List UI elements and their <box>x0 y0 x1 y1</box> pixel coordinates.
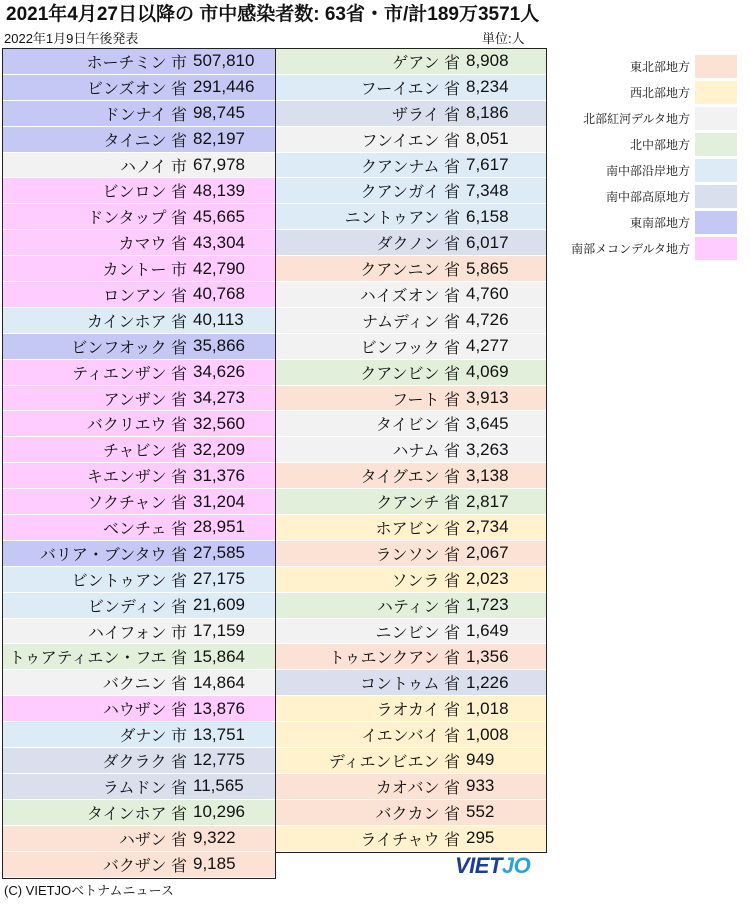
province-name: トゥアティエン・フエ 省 <box>9 650 187 668</box>
table-row <box>3 541 275 567</box>
table-row <box>276 619 546 645</box>
province-name: バクリエウ 省 <box>86 417 187 435</box>
province-name: タイニン 省 <box>103 132 187 150</box>
province-name: ビンズオン 省 <box>87 80 187 98</box>
province-name: キエンザン 省 <box>86 469 187 487</box>
province-name: フート 省 <box>392 391 460 409</box>
case-count: 43,304 <box>193 232 245 252</box>
table-row <box>3 593 275 619</box>
table-row <box>3 748 275 774</box>
province-name: ベンチェ 省 <box>103 520 187 538</box>
case-count: 2,067 <box>466 543 509 563</box>
case-count: 98,745 <box>193 103 245 123</box>
province-name: ティエンザン 省 <box>72 365 187 383</box>
province-name: ラオカイ 省 <box>376 702 460 720</box>
vietjo-logo <box>455 853 530 879</box>
case-count: 291,446 <box>193 77 255 97</box>
table-row <box>3 411 275 437</box>
table-row <box>276 49 546 75</box>
table-row <box>276 153 546 179</box>
province-name: バクザン 省 <box>102 857 187 875</box>
province-name: ダナン 市 <box>119 728 187 746</box>
table-row <box>276 515 546 541</box>
table-row <box>276 463 546 489</box>
legend-swatch <box>695 185 737 208</box>
case-count: 12,775 <box>193 750 245 770</box>
case-count: 9,322 <box>193 828 236 848</box>
province-name: ライチャウ 省 <box>360 831 460 849</box>
case-count: 31,376 <box>193 465 245 485</box>
case-count: 2,734 <box>466 517 509 537</box>
table-row <box>276 644 546 670</box>
case-count: 3,645 <box>466 413 509 433</box>
legend-item <box>548 53 748 79</box>
province-name: ビントゥアン 省 <box>71 572 187 590</box>
table-row <box>3 386 275 412</box>
table-row <box>276 230 546 256</box>
case-count: 32,209 <box>193 439 245 459</box>
table-row <box>276 489 546 515</box>
copyright-text: (C) VIETJOベトナムニュース <box>4 883 174 898</box>
case-count: 27,175 <box>193 569 245 589</box>
case-count: 40,113 <box>193 310 244 330</box>
province-name: ビンロン 省 <box>102 184 187 202</box>
case-count: 34,273 <box>193 388 245 408</box>
table-row <box>276 437 546 463</box>
case-count: 3,913 <box>466 388 509 408</box>
legend-swatch <box>695 133 737 156</box>
table-row <box>3 463 275 489</box>
case-count: 35,866 <box>193 336 245 356</box>
table-row <box>276 204 546 230</box>
province-name: ソンラ 省 <box>391 572 460 590</box>
province-name: クアンチ 省 <box>376 495 460 513</box>
province-name: チャビン 省 <box>103 443 187 461</box>
case-count: 4,760 <box>466 284 509 304</box>
case-count: 3,263 <box>466 439 509 459</box>
case-count: 82,197 <box>193 129 245 149</box>
province-name: ニンビン 省 <box>375 624 460 642</box>
province-name: ランソン 省 <box>375 546 460 564</box>
legend-item <box>548 105 748 131</box>
case-count: 28,951 <box>193 517 245 537</box>
province-name: ハイフォン 市 <box>87 624 187 642</box>
table-row <box>3 101 275 127</box>
province-name: カオバン 省 <box>375 779 460 797</box>
case-count: 4,726 <box>466 310 509 330</box>
province-name: フンイエン 省 <box>361 132 460 150</box>
province-name: タイビン 省 <box>375 417 460 435</box>
case-count: 1,723 <box>466 595 509 615</box>
table-row <box>276 127 546 153</box>
table-row <box>276 75 546 101</box>
province-name: クアンビン 省 <box>360 365 460 383</box>
legend-swatch <box>695 107 737 130</box>
case-count: 48,139 <box>193 180 245 200</box>
province-name: バクニン 省 <box>102 676 187 694</box>
case-count: 13,876 <box>193 698 245 718</box>
case-count: 27,585 <box>193 543 245 563</box>
province-name: アンザン 省 <box>103 391 187 409</box>
case-count: 933 <box>466 776 495 796</box>
province-name: ソクチャン 省 <box>87 495 187 513</box>
province-name: ハウザン 省 <box>102 702 187 720</box>
province-name: バクカン 省 <box>375 805 460 823</box>
case-count: 8,186 <box>466 103 509 123</box>
table-row <box>3 230 275 256</box>
announcement-date: 2022年1月9日午後発表 <box>4 31 139 46</box>
case-count: 8,908 <box>466 51 509 71</box>
table-row <box>276 334 546 360</box>
case-count: 4,277 <box>466 336 509 356</box>
case-count: 7,348 <box>466 180 509 200</box>
case-count: 1,018 <box>466 698 509 718</box>
legend-label: 南中部沿岸地方 <box>605 163 690 178</box>
unit-label: 単位:人 <box>482 31 525 46</box>
province-name: フーイエン 省 <box>360 80 460 98</box>
province-name: ハザン 省 <box>118 831 187 849</box>
legend-label: 北部紅河デルタ地方 <box>583 111 690 126</box>
table-row <box>3 178 275 204</box>
province-name: クアンナム 省 <box>360 158 460 176</box>
table-row <box>3 75 275 101</box>
province-name: イエンバイ 省 <box>361 728 460 746</box>
table-row <box>3 437 275 463</box>
table-row <box>3 644 275 670</box>
case-count: 10,296 <box>193 802 245 822</box>
case-count: 7,617 <box>466 155 509 174</box>
table-left-column <box>2 48 276 879</box>
legend-swatch <box>695 81 737 104</box>
table-row <box>3 282 275 308</box>
province-name: クアンガイ 省 <box>360 184 460 202</box>
province-name: ドンナイ 省 <box>103 106 187 124</box>
case-count: 34,626 <box>193 362 245 382</box>
case-count: 1,008 <box>466 724 509 744</box>
table-row <box>3 308 275 334</box>
table-row <box>3 722 275 748</box>
case-count: 15,864 <box>193 646 245 666</box>
legend-swatch <box>695 159 737 182</box>
province-name: ダクラク 省 <box>102 753 187 771</box>
table-row <box>276 386 546 412</box>
table-row <box>276 670 546 696</box>
case-count: 1,226 <box>466 672 509 692</box>
legend-label: 東南部地方 <box>629 215 690 230</box>
legend-item <box>548 79 748 105</box>
case-count: 949 <box>466 750 495 770</box>
table-row <box>276 308 546 334</box>
table-row <box>3 567 275 593</box>
province-name: ビンフック 省 <box>360 339 460 357</box>
legend-swatch <box>695 237 737 260</box>
case-count: 67,978 <box>193 155 245 174</box>
table-row <box>3 800 275 826</box>
table-row <box>3 670 275 696</box>
province-name: ゲアン 省 <box>392 54 460 72</box>
case-count: 9,185 <box>193 854 236 874</box>
table-row <box>276 593 546 619</box>
province-name: クアンニン 省 <box>360 262 460 280</box>
province-name: ニントゥアン 省 <box>344 210 460 228</box>
table-row <box>3 852 275 878</box>
case-count: 31,204 <box>193 491 245 511</box>
case-count: 1,649 <box>466 621 509 641</box>
province-name: ハイズオン 省 <box>359 287 460 305</box>
legend-item <box>548 235 748 261</box>
logo-part-jo: JO <box>501 853 531 878</box>
table-row <box>3 619 275 645</box>
province-name: カマウ 省 <box>118 236 187 254</box>
table-row <box>276 826 546 852</box>
region-legend <box>548 53 748 261</box>
legend-swatch <box>695 55 737 78</box>
table-row <box>3 204 275 230</box>
table-row <box>3 334 275 360</box>
table-row <box>276 541 546 567</box>
case-count: 5,865 <box>466 258 509 278</box>
legend-swatch <box>695 211 737 234</box>
table-row <box>3 696 275 722</box>
province-name: ラムドン 省 <box>102 779 187 797</box>
case-count: 14,864 <box>193 672 245 692</box>
province-name: ハナム 省 <box>392 443 460 461</box>
table-row <box>3 360 275 386</box>
case-count: 1,356 <box>466 646 509 666</box>
logo-part-viet: VIET <box>455 853 502 878</box>
case-count: 6,017 <box>466 232 509 252</box>
table-row <box>3 256 275 282</box>
table-row <box>276 567 546 593</box>
case-count: 42,790 <box>193 258 245 278</box>
province-name: ハティン 省 <box>376 598 460 616</box>
case-count: 45,665 <box>193 206 245 226</box>
province-name: バリア・ブンタウ 省 <box>39 546 187 564</box>
province-name: ロンアン 省 <box>103 287 187 305</box>
province-name: ビンフオック 省 <box>71 339 187 357</box>
case-count: 3,138 <box>466 465 509 485</box>
case-count: 8,051 <box>466 129 509 149</box>
table-row <box>3 49 275 75</box>
province-name: タインホア 省 <box>86 805 187 823</box>
province-name: カントー 市 <box>102 262 187 280</box>
table-row <box>276 360 546 386</box>
case-count: 8,234 <box>466 77 509 97</box>
legend-label: 南部メコンデルタ地方 <box>571 241 690 256</box>
table-row <box>3 515 275 541</box>
table-row <box>3 153 275 179</box>
table-row <box>276 800 546 826</box>
legend-label: 西北部地方 <box>629 85 690 100</box>
province-name: タイグエン 省 <box>360 469 460 487</box>
table-row <box>3 489 275 515</box>
case-count: 552 <box>466 802 495 822</box>
province-name: ホーチミン 市 <box>86 54 187 72</box>
legend-item <box>548 209 748 235</box>
province-name: ビンディン 省 <box>87 598 187 616</box>
table-row <box>276 178 546 204</box>
province-name: カインホア 省 <box>87 313 187 331</box>
case-count: 13,751 <box>193 724 245 744</box>
province-name: ダクノン 省 <box>376 236 460 254</box>
table-right-column <box>275 48 547 853</box>
province-name: ナムディン 省 <box>361 313 460 331</box>
province-name: ザライ 省 <box>392 106 460 124</box>
province-name: ホアビン 省 <box>375 520 460 538</box>
case-count: 21,609 <box>193 595 245 615</box>
province-name: トゥエンクアン 省 <box>328 650 460 668</box>
table-row <box>3 774 275 800</box>
legend-item <box>548 131 748 157</box>
case-count: 295 <box>466 828 495 848</box>
case-count: 4,069 <box>466 362 509 382</box>
table-row <box>3 127 275 153</box>
table-row <box>276 722 546 748</box>
page-title: 2021年4月27日以降の 市中感染者数: 63省・市/計189万3571人 <box>6 4 540 25</box>
case-count: 507,810 <box>193 51 255 71</box>
case-count: 32,560 <box>193 413 245 433</box>
case-count: 6,158 <box>466 206 509 226</box>
table-row <box>3 826 275 852</box>
legend-item <box>548 183 748 209</box>
case-count: 17,159 <box>193 621 245 641</box>
case-count: 40,768 <box>193 284 245 304</box>
legend-label: 東北部地方 <box>629 59 690 74</box>
legend-label: 北中部地方 <box>629 137 690 152</box>
legend-label: 南中部高原地方 <box>605 189 690 204</box>
province-name: ドンタップ 省 <box>87 210 187 228</box>
table-row <box>276 748 546 774</box>
table-row <box>276 411 546 437</box>
table-row <box>276 256 546 282</box>
province-name: コントゥム 省 <box>359 676 460 694</box>
case-count: 11,565 <box>193 776 244 796</box>
table-row <box>276 101 546 127</box>
case-count: 2,817 <box>466 491 509 511</box>
table-row <box>276 282 546 308</box>
legend-item <box>548 157 748 183</box>
table-row <box>276 696 546 722</box>
province-name: ディエンビエン 省 <box>328 753 460 771</box>
case-count: 2,023 <box>466 569 509 589</box>
table-row <box>276 774 546 800</box>
province-name: ハノイ 市 <box>119 158 187 176</box>
